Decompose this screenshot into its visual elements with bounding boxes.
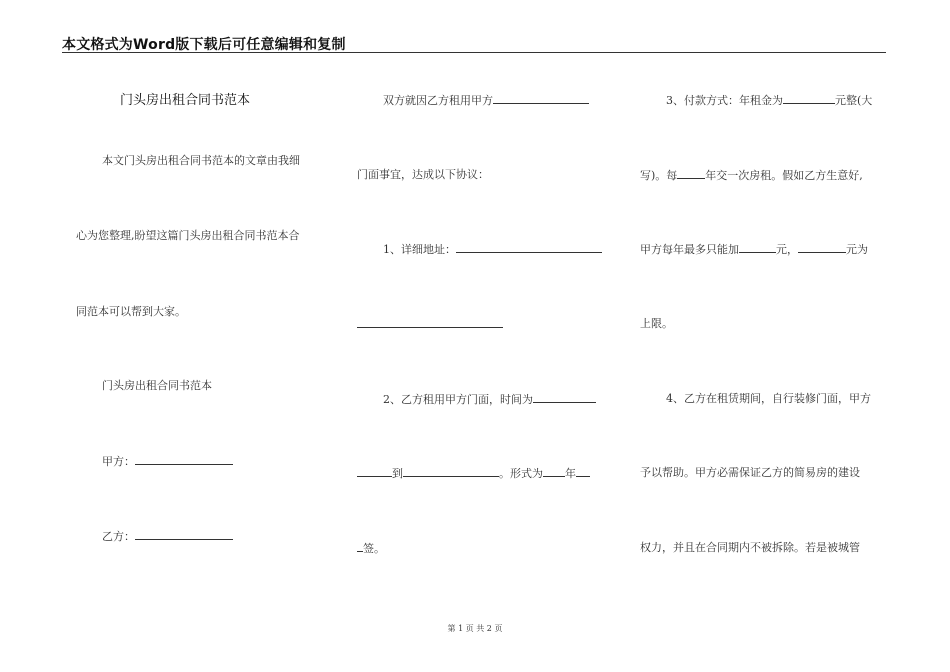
annual-rent-blank[interactable] <box>783 93 835 104</box>
term-end-blank[interactable] <box>403 466 499 477</box>
payment-label: 3、付款方式：年租金为 <box>666 94 783 107</box>
document-title: 门头房出租合同书范本 <box>120 93 251 108</box>
frequency-blank[interactable] <box>677 168 705 179</box>
document-banner: 本文格式为Word版下载后可任意编辑和复制 <box>62 37 346 53</box>
intro-line-1: 本文门头房出租合同书范本的文章由我细 <box>102 154 300 167</box>
term-start-blank[interactable] <box>533 392 596 403</box>
payment-line <box>666 93 872 108</box>
address-blank[interactable] <box>456 242 602 253</box>
term-end-line <box>357 466 590 481</box>
form-years-blank[interactable] <box>543 466 565 477</box>
sign-line <box>357 541 385 556</box>
sign-label: 签。 <box>363 542 385 555</box>
form-years-blank-2[interactable] <box>576 466 590 477</box>
form-label: 。形式为 <box>499 467 543 480</box>
write-mid: 年交一次房租。假如乙方生意好, <box>705 169 863 182</box>
agreement-line: 门面事宜，达成以下协议： <box>357 168 489 181</box>
party-a-blank[interactable] <box>135 454 233 465</box>
to-label: 到 <box>392 467 403 480</box>
party-a-line <box>102 454 233 469</box>
address-line <box>383 242 602 257</box>
clause-4-line-1: 4、乙方在租赁期间，自行装修门面，甲方 <box>666 392 871 405</box>
address-blank-2[interactable] <box>357 317 503 328</box>
payment-frequency-line <box>640 168 863 183</box>
increase-amount-blank[interactable] <box>739 242 776 253</box>
year-label: 年 <box>565 467 576 480</box>
term-label: 2、乙方租用甲方门面，时间为 <box>383 393 533 406</box>
party-a-label: 甲方： <box>102 455 135 468</box>
term-line <box>383 392 596 407</box>
clause-intro-text: 双方就因乙方租用甲方 <box>383 94 493 107</box>
rental-purpose-blank[interactable] <box>493 93 589 104</box>
write-label: 写)。每 <box>640 169 678 182</box>
party-b-label: 乙方： <box>102 530 135 543</box>
banner-divider <box>62 52 886 53</box>
rent-increase-line <box>640 242 868 257</box>
payment-tail: 元整(大 <box>835 94 873 107</box>
address-label: 1、详细地址： <box>383 243 456 256</box>
address-continuation <box>357 317 503 332</box>
limit-line: 上限。 <box>640 317 673 330</box>
page-number: 第 1 页 共 2 页 <box>447 624 503 633</box>
clause-intro-line <box>383 93 589 108</box>
increase-tail: 元为 <box>846 243 868 256</box>
increase-mid: 元， <box>776 243 798 256</box>
intro-line-2: 心为您整理,盼望这篇门头房出租合同书范本合 <box>76 229 300 242</box>
increase-cap-blank[interactable] <box>798 242 846 253</box>
term-start-blank-2[interactable] <box>357 466 392 477</box>
party-b-blank[interactable] <box>135 529 233 540</box>
clause-4-line-2: 予以帮助。甲方必需保证乙方的简易房的建设 <box>640 466 860 479</box>
intro-line-3: 同范本可以帮到大家。 <box>76 305 186 318</box>
party-b-line <box>102 529 233 544</box>
contract-subtitle: 门头房出租合同书范本 <box>102 379 212 392</box>
increase-label: 甲方每年最多只能加 <box>640 243 739 256</box>
clause-4-line-3: 权力，并且在合同期内不被拆除。若是被城管 <box>640 541 860 554</box>
